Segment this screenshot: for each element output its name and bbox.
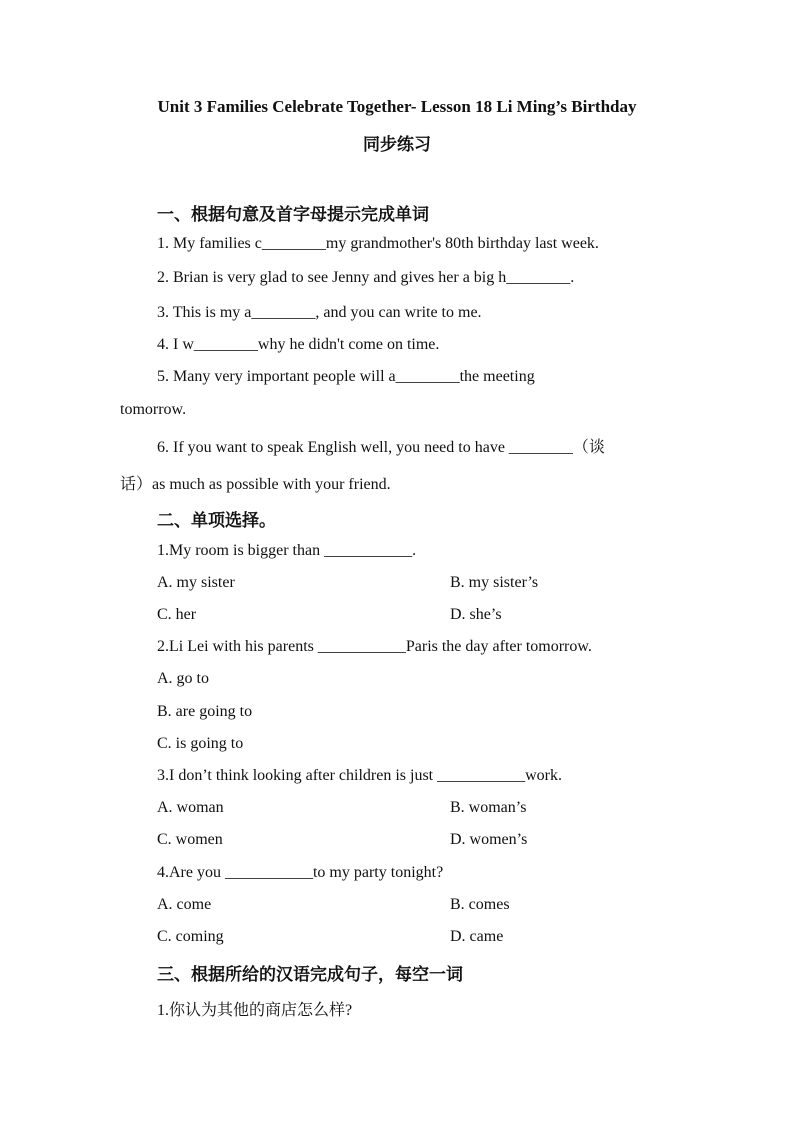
option-2-3-a: A. woman — [157, 799, 224, 816]
question-1-3: 3. This is my a________, and you can write to me. — [157, 304, 482, 321]
document-title: Unit 3 Families Celebrate Together- Lesson 18 Li Ming’s Birthday — [157, 97, 637, 116]
option-2-1-a: A. my sister — [157, 574, 235, 591]
option-2-3-d: D. women’s — [450, 831, 528, 848]
section-1-heading: 一、根据句意及首字母提示完成单词 — [157, 205, 429, 224]
question-1-1: 1. My families c________my grandmother's 80th birthday last week. — [157, 235, 599, 252]
option-2-1-b: B. my sister’s — [450, 574, 539, 591]
question-3-1: 1.你认为其他的商店怎么样? — [157, 1002, 353, 1019]
option-2-4-d: D. came — [450, 928, 504, 945]
option-2-3-b: B. woman’s — [450, 799, 527, 816]
option-2-3-c: C. women — [157, 831, 223, 848]
option-2-4-b: B. comes — [450, 896, 510, 913]
question-1-2: 2. Brian is very glad to see Jenny and gives her a big h________. — [157, 269, 575, 286]
option-2-2-a: A. go to — [157, 670, 209, 687]
question-2-3: 3.I don’t think looking after children is just ___________work. — [157, 767, 562, 784]
question-1-4: 4. I w________why he didn't come on time. — [157, 336, 440, 353]
option-2-4-a: A. come — [157, 896, 212, 913]
option-2-2-c: C. is going to — [157, 735, 244, 752]
question-2-4: 4.Are you ___________to my party tonight? — [157, 864, 444, 881]
section-2-heading: 二、单项选择。 — [157, 511, 276, 530]
option-2-1-d: D. she’s — [450, 606, 502, 623]
document-subtitle: 同步练习 — [363, 135, 431, 154]
question-2-2: 2.Li Lei with his parents ___________Paris the day after tomorrow. — [157, 638, 592, 655]
section-3-heading: 三、根据所给的汉语完成句子，每空一词 — [157, 965, 463, 984]
option-2-2-b: B. are going to — [157, 703, 253, 720]
question-1-5-line2: tomorrow. — [120, 401, 187, 418]
option-2-1-c: C. her — [157, 606, 197, 623]
question-2-1: 1.My room is bigger than ___________. — [157, 542, 417, 559]
question-1-6-line2: 话）as much as possible with your friend. — [120, 476, 391, 493]
question-1-5-line1: 5. Many very important people will a________the meeting — [157, 368, 535, 385]
option-2-4-c: C. coming — [157, 928, 224, 945]
question-1-6-line1: 6. If you want to speak English well, you need to have ________（谈 — [157, 439, 605, 456]
